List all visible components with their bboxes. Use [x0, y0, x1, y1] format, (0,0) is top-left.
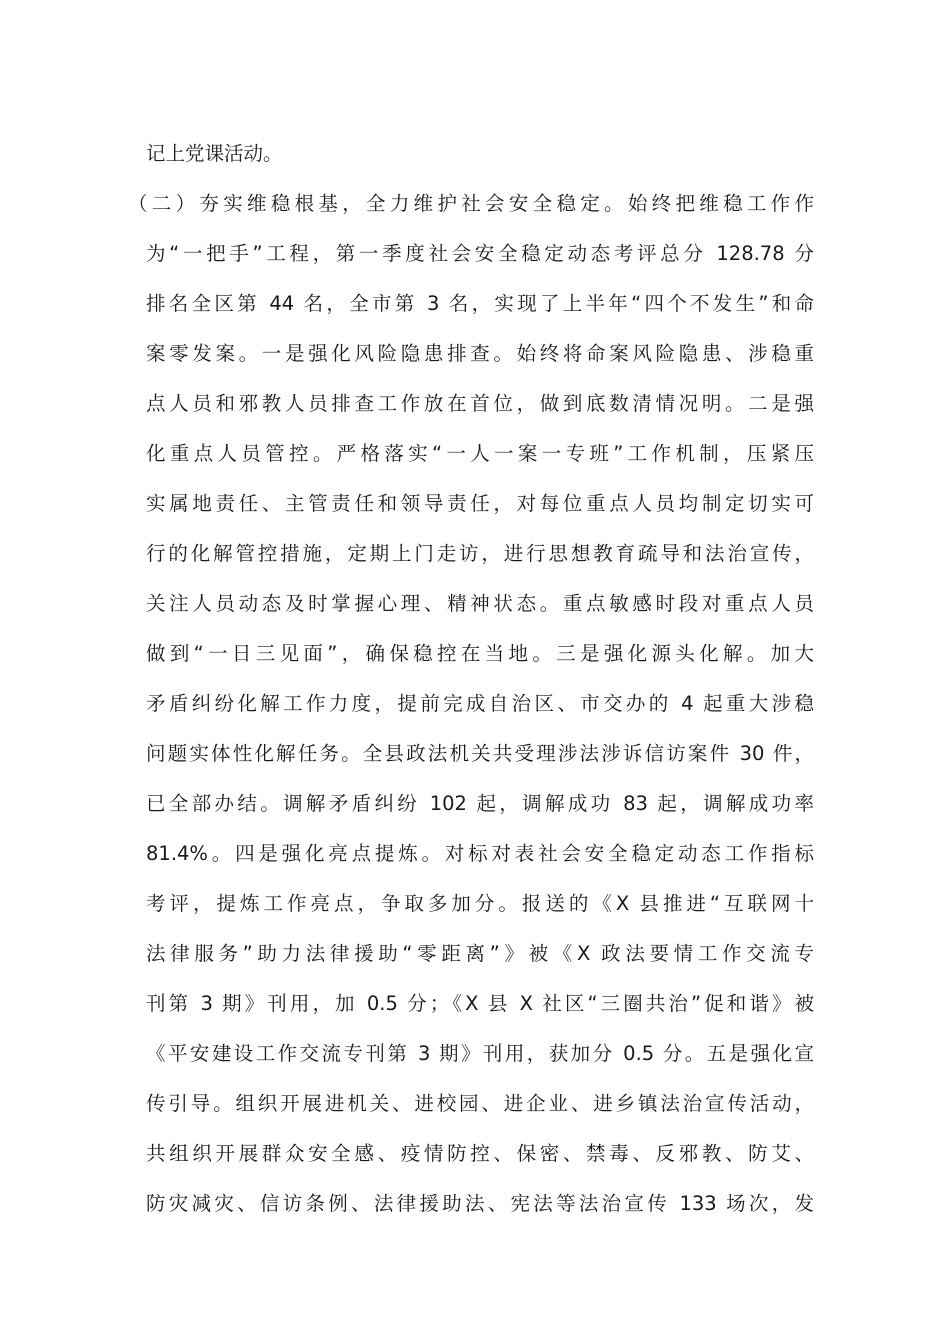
text-line: 关注人员动态及时掌握心理、精神状态。重点敏感时段对重点人员	[146, 592, 814, 615]
text-line: 矛盾纠纷化解工作力度，提前完成自治区、市交办的 4 起重大涉稳	[146, 692, 814, 715]
text-line: 刊第 3 期》刊用，加 0.5 分；《X 县 X 社区“三圈共治”促和谐》被	[146, 992, 814, 1015]
text-line: （二）夯实维稳根基，全力维护社会安全稳定。始终把维稳工作作	[128, 192, 814, 215]
text-line: 防灾减灾、信访条例、法律援助法、宪法等法治宣传 133 场次，发	[146, 1192, 814, 1215]
text-line: 记上党课活动。	[146, 142, 283, 165]
text-line: 共组织开展群众安全感、疫情防控、保密、禁毒、反邪教、防艾、	[146, 1142, 814, 1165]
text-line: 案零发案。一是强化风险隐患排查。始终将命案风险隐患、涉稳重	[146, 342, 814, 365]
text-line: 81.4%。四是强化亮点提炼。对标对表社会安全稳定动态工作指标	[146, 842, 814, 865]
text-line: 已全部办结。调解矛盾纠纷 102 起，调解成功 83 起，调解成功率	[146, 792, 814, 815]
text-line: 行的化解管控措施，定期上门走访，进行思想教育疏导和法治宣传，	[146, 542, 814, 565]
text-line: 实属地责任、主管责任和领导责任，对每位重点人员均制定切实可	[146, 492, 814, 515]
text-line: 点人员和邪教人员排查工作放在首位，做到底数清情况明。二是强	[146, 392, 814, 415]
text-line: 传引导。组织开展进机关、进校园、进企业、进乡镇法治宣传活动，	[146, 1092, 814, 1115]
body-text	[128, 129, 814, 1229]
text-line: 为“一把手”工程，第一季度社会安全稳定动态考评总分 128.78 分	[146, 242, 814, 265]
text-line: 问题实体性化解任务。全县政法机关共受理涉法涉诉信访案件 30 件，	[146, 742, 814, 765]
text-line: 考评，提炼工作亮点，争取多加分。报送的《X 县推进“互联网十	[146, 892, 814, 915]
text-line: 法律服务”助力法律援助“零距离”》被《X 政法要情工作交流专	[146, 942, 814, 965]
text-line: 化重点人员管控。严格落实“一人一案一专班”工作机制，压紧压	[146, 442, 814, 465]
text-line: 排名全区第 44 名，全市第 3 名，实现了上半年“四个不发生”和命	[146, 292, 814, 315]
text-line: 做到“一日三见面”，确保稳控在当地。三是强化源头化解。加大	[146, 642, 814, 665]
text-line: 《平安建设工作交流专刊第 3 期》刊用，获加分 0.5 分。五是强化宣	[146, 1042, 814, 1065]
